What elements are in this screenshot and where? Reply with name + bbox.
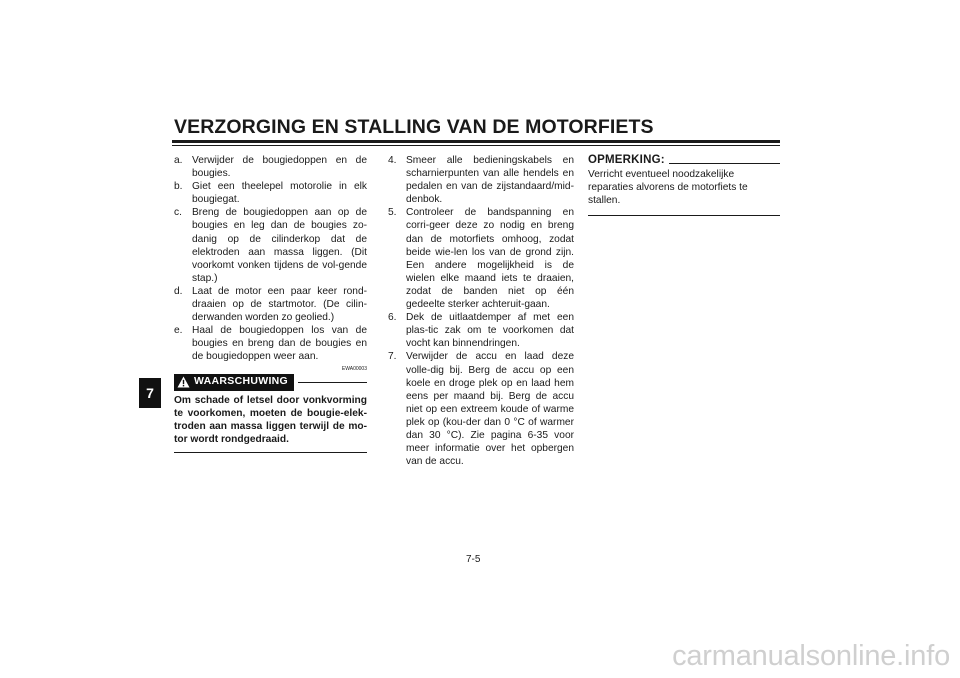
list-marker: a.: [174, 155, 183, 166]
list-item: [388, 206, 574, 311]
warning-header: [174, 374, 367, 391]
list-marker: 5.: [388, 207, 397, 219]
note-label: OPMERKING:: [588, 154, 665, 166]
watermark: carmanualsonline.info: [672, 640, 950, 672]
list-text: Verwijder de bougiedoppen en de bougies.: [192, 155, 367, 180]
list-text: Haal de bougiedoppen los van de bougies en breng dan de bougies en de bougiedoppen weer aan.: [192, 325, 367, 363]
note-rule: [669, 163, 780, 164]
list-text: Verwijder de accu en laad deze volle-dig bij. Berg de accu op een koele en droge plek op en laad hem eens per maand bij. Berg de accu niet op een extreem koude of warme plek op (kou-der dan 0 °C of warmer dan 30 °C). Zie pagina 6-35 voor meer informatie over het opbergen van de accu.: [406, 351, 574, 468]
list-item: [174, 324, 367, 363]
column-3: [588, 154, 780, 216]
list-marker: 7.: [388, 351, 397, 363]
list-marker: 6.: [388, 312, 397, 324]
warning-label-box: [174, 374, 294, 391]
list-marker: 4.: [388, 155, 397, 166]
warning-text: Om schade of letsel door vonkvorming te voorkomen, moeten de bougie-elek-troden aan massa liggen terwijl de mo-tor wordt rondgedraaid.: [174, 394, 367, 453]
list-item: [174, 285, 367, 324]
list-item: [174, 180, 367, 206]
title-rule-thin: [172, 145, 780, 146]
list-text: Breng de bougiedoppen aan op de bougies en leg dan de bougies zo-danig op de cilinderkop dat de elektroden aan massa liggen. (Dit voorkomt vonken tijdens de vol-gende stap.): [192, 207, 367, 284]
list-marker: b.: [174, 181, 183, 193]
chapter-tab: 7: [139, 378, 161, 408]
list-item: [388, 350, 574, 468]
note-header: [588, 154, 780, 167]
list-item: [174, 154, 367, 180]
list-text: Giet een theelepel motorolie in elk bougiegat.: [192, 181, 367, 206]
list-item: [174, 206, 367, 285]
list-text: Smeer alle bedieningskabels en scharnierpunten van alle hendels en pedalen en van de zijstandaard/mid-denbok.: [406, 155, 574, 206]
warning-triangle-icon: [177, 376, 190, 388]
page-title: VERZORGING EN STALLING VAN DE MOTORFIETS: [174, 116, 654, 138]
list-text: Controleer de bandspanning en corri-geer deze zo nodig en breng dan de motorfiets omhoog, zodat beide wie-len los van de grond zijn. Een andere mogelijkheid is de wielen elke maand iets te draaien, zodat de banden niet op één gedeelte sterker achteruit-gaan.: [406, 207, 574, 311]
list-marker: c.: [174, 207, 182, 219]
list-marker: e.: [174, 325, 183, 337]
list-text: Dek de uitlaatdemper af met een plas-tic zak om te voorkomen dat vocht kan binnendringen.: [406, 312, 574, 350]
warning-code: EWA00003: [341, 365, 367, 372]
column-2: [388, 154, 574, 468]
page-number: 7-5: [466, 554, 481, 565]
warning-rule: [298, 382, 367, 383]
list-text: Laat de motor een paar keer rond-draaien op de startmotor. (De cilin-derwanden worden zo geolied.): [192, 285, 367, 324]
column-1: [174, 154, 367, 453]
warning-label: WAARSCHUWING: [194, 375, 289, 388]
warning-block: [174, 366, 367, 453]
note-text: Verricht eventueel noodzakelijke reparaties alvorens de motorfiets te stallen.: [588, 168, 780, 216]
list-marker: d.: [174, 285, 183, 297]
title-rule: [172, 140, 780, 143]
list-item: [388, 311, 574, 350]
list-item: [388, 154, 574, 206]
